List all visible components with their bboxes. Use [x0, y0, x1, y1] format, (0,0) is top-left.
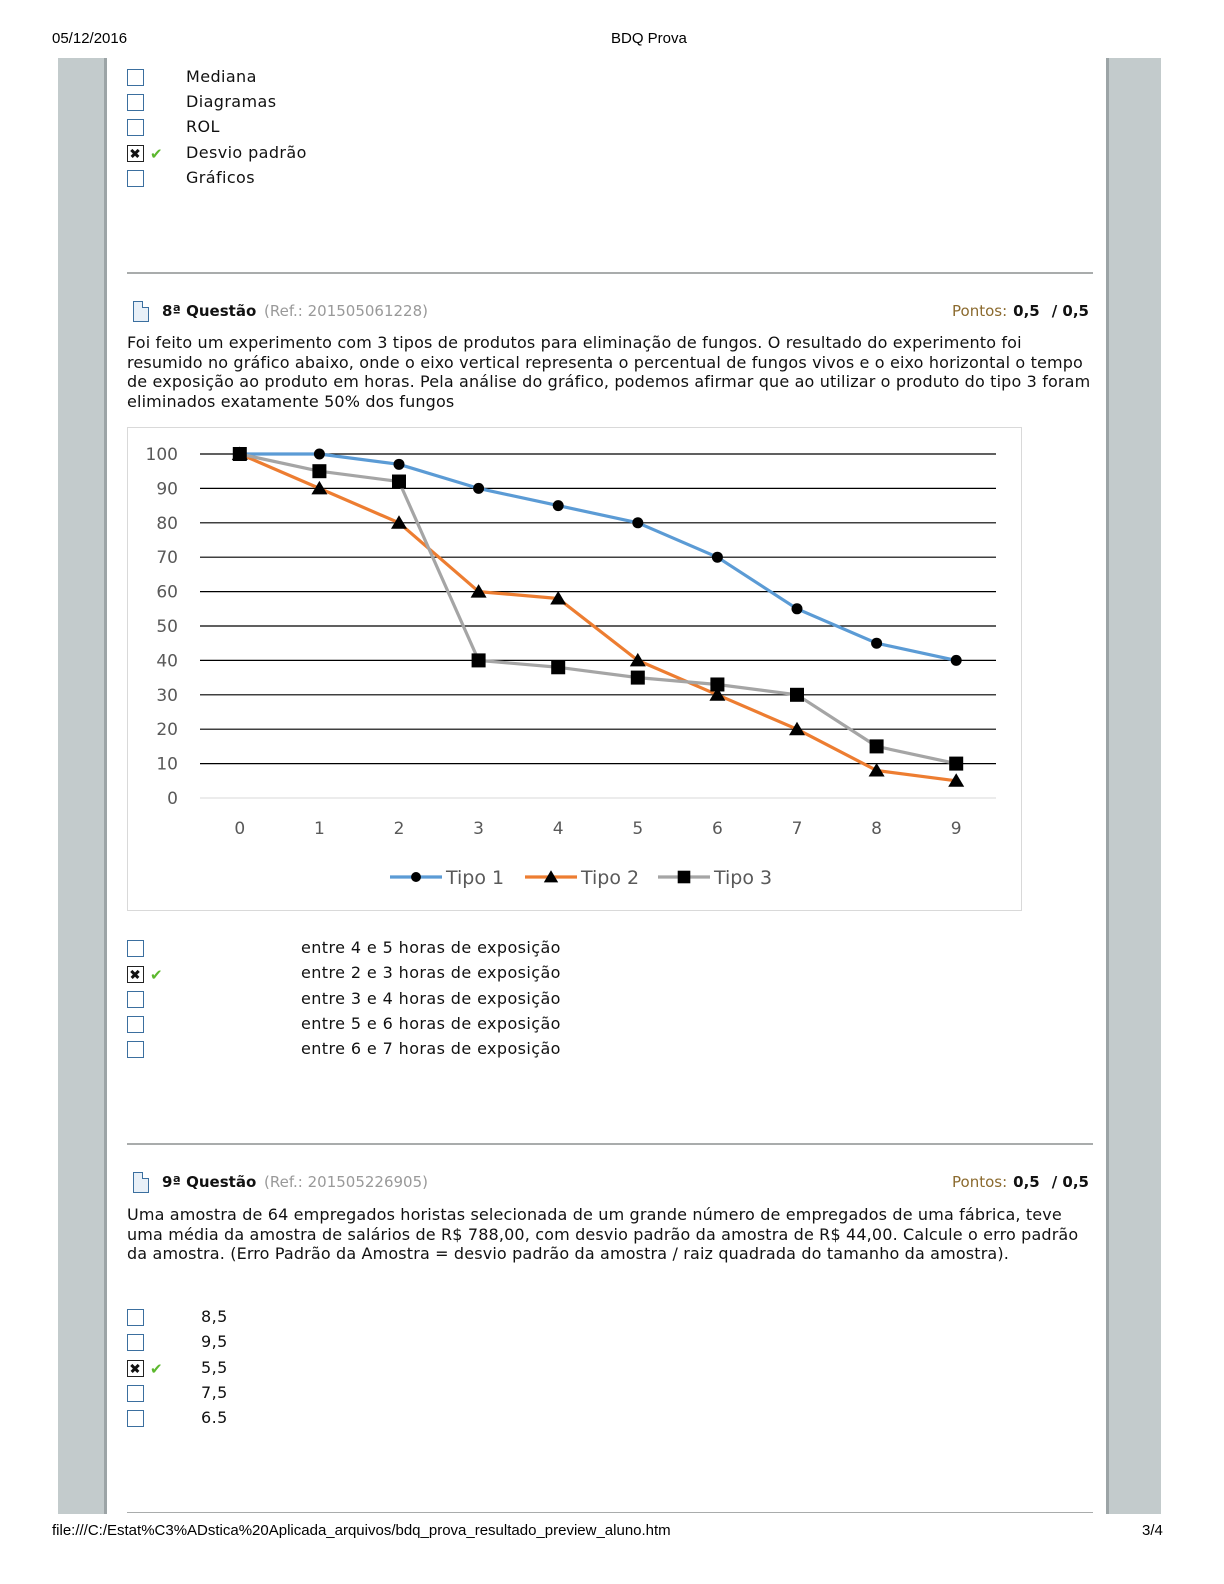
legend-label: Tipo 2 [581, 867, 640, 889]
y-tick-label: 80 [156, 513, 178, 534]
x-tick-label: 2 [393, 819, 405, 839]
correct-check-icon: ✔ [150, 966, 163, 984]
document-icon [133, 301, 149, 322]
q7-checkbox-3[interactable] [127, 145, 144, 162]
q9-option-text: 6.5 [201, 1408, 228, 1427]
y-tick-label: 40 [156, 651, 178, 672]
marker-circle [473, 483, 484, 494]
y-tick-label: 30 [156, 685, 178, 706]
q9-option-text: 7,5 [201, 1383, 228, 1402]
marker-circle [553, 500, 564, 511]
q9-statement: Uma amostra de 64 empregados horistas selecionada de um grande número de empregados de uma fábrica, teve uma média da amostra de salários de R$ 788,00, com desvio padrão da amostra de R$ 44,00. Calcule o erro padrão da amostra. (Erro Padrão da Amostra = desvio padrão da amostra / raiz quadrada do tamanho da amostra). [127, 1205, 1079, 1263]
marker-square [790, 688, 804, 702]
marker-square [631, 671, 645, 685]
page-number: 3/4 [1142, 1522, 1163, 1539]
x-tick-label: 0 [234, 819, 246, 839]
q9-points [952, 1173, 1089, 1191]
marker-square [949, 757, 963, 771]
q9-checkbox-3[interactable] [127, 1385, 144, 1402]
q8-option-text: entre 5 e 6 horas de exposição [301, 1014, 561, 1033]
q9-header [127, 1172, 1093, 1198]
chart-svg [128, 428, 1023, 912]
q8-option-text: entre 4 e 5 horas de exposição [301, 938, 561, 957]
x-tick-label: 5 [632, 819, 644, 839]
q8-label: 8ª Questão [162, 302, 257, 320]
q8-option-text: entre 6 e 7 horas de exposição [301, 1039, 561, 1058]
q9-ref: (Ref.: 201505226905) [264, 1173, 428, 1191]
points-score: 0,5 [1013, 1173, 1040, 1191]
marker-square [870, 739, 884, 753]
marker-circle [871, 638, 882, 649]
file-path: file:///C:/Estat%C3%ADstica%20Aplicada_arquivos/bdq_prova_resultado_preview_aluno.htm [52, 1522, 671, 1539]
marker-square [678, 871, 691, 884]
x-tick-label: 8 [871, 819, 883, 839]
marker-square [233, 447, 247, 461]
marker-circle [792, 603, 803, 614]
q7-option-text: Mediana [186, 67, 257, 86]
q7-checkbox-1[interactable] [127, 94, 144, 111]
page-title: BDQ Prova [611, 30, 687, 47]
q8-checkbox-3[interactable] [127, 1016, 144, 1033]
marker-circle [314, 449, 325, 460]
legend-label: Tipo 1 [446, 867, 505, 889]
q8-checkbox-0[interactable] [127, 940, 144, 957]
q9-label: 9ª Questão [162, 1173, 257, 1191]
q8-points [952, 302, 1089, 320]
marker-circle [951, 655, 962, 666]
points-label: Pontos: [952, 1173, 1008, 1191]
marker-circle [411, 872, 421, 882]
q7-option-text: Desvio padrão [186, 143, 307, 162]
marker-square [472, 653, 486, 667]
y-tick-label: 50 [156, 617, 178, 637]
x-tick-label: 9 [950, 819, 962, 839]
divider [127, 1143, 1093, 1145]
marker-circle [712, 552, 723, 563]
points-score: 0,5 [1013, 302, 1040, 320]
points-max: / 0,5 [1051, 1173, 1089, 1191]
q7-checkbox-2[interactable] [127, 119, 144, 136]
x-tick-label: 6 [711, 819, 723, 839]
print-date: 05/12/2016 [52, 30, 128, 47]
y-tick-label: 90 [156, 479, 178, 500]
q9-checkbox-0[interactable] [127, 1309, 144, 1326]
marker-circle [394, 459, 405, 470]
q7-option-text: ROL [186, 117, 220, 136]
q8-checkbox-1[interactable] [127, 966, 144, 983]
x-tick-label: 4 [552, 819, 564, 839]
right-margin-band [1106, 58, 1161, 1514]
x-tick-label: 3 [473, 819, 485, 839]
q7-option-text: Gráficos [186, 168, 255, 187]
q9-option-text: 9,5 [201, 1332, 228, 1351]
correct-check-icon: ✔ [150, 1360, 163, 1378]
x-tick-label: 7 [791, 819, 803, 839]
q7-checkbox-0[interactable] [127, 69, 144, 86]
fungus-chart [127, 427, 1022, 911]
marker-square [392, 475, 406, 489]
legend-label: Tipo 3 [714, 867, 773, 889]
divider [127, 272, 1093, 274]
q8-checkbox-4[interactable] [127, 1041, 144, 1058]
y-tick-label: 70 [156, 548, 178, 569]
marker-square [312, 464, 326, 478]
correct-check-icon: ✔ [150, 145, 163, 163]
y-tick-label: 100 [145, 445, 178, 465]
divider [127, 1512, 1093, 1513]
q9-option-text: 5,5 [201, 1358, 228, 1377]
q8-statement: Foi feito um experimento com 3 tipos de produtos para eliminação de fungos. O resultado do experimento foi resumido no gráfico abaixo, onde o eixo vertical representa o percentual de fungos vivos e o eixo horizontal o tempo de exposição ao produto em horas. Pela análise do gráfico, podemos afirmar que ao utilizar o produto do tipo 3 foram eliminados exatamente 50% dos fungos [127, 333, 1091, 411]
points-label: Pontos: [952, 302, 1008, 320]
left-margin-band [58, 58, 107, 1514]
document-icon [133, 1172, 149, 1193]
q8-option-text: entre 3 e 4 horas de exposição [301, 989, 561, 1008]
y-tick-label: 0 [167, 789, 178, 809]
q7-option-text: Diagramas [186, 92, 277, 111]
points-max: / 0,5 [1051, 302, 1089, 320]
y-tick-label: 20 [156, 720, 178, 741]
y-tick-label: 10 [156, 754, 178, 775]
q8-header [127, 301, 1093, 327]
q9-option-text: 8,5 [201, 1307, 228, 1326]
q9-checkbox-1[interactable] [127, 1334, 144, 1351]
q9-checkbox-2[interactable] [127, 1360, 144, 1377]
marker-circle [632, 517, 643, 528]
x-tick-label: 1 [313, 819, 325, 839]
q9-checkbox-4[interactable] [127, 1410, 144, 1427]
marker-square [551, 660, 565, 674]
series-line-tipo-2 [240, 454, 956, 781]
q8-ref: (Ref.: 201505061228) [264, 302, 428, 320]
q8-checkbox-2[interactable] [127, 991, 144, 1008]
marker-square [710, 677, 724, 691]
q7-checkbox-4[interactable] [127, 170, 144, 187]
y-tick-label: 60 [156, 582, 178, 603]
q8-option-text: entre 2 e 3 horas de exposição [301, 963, 561, 982]
